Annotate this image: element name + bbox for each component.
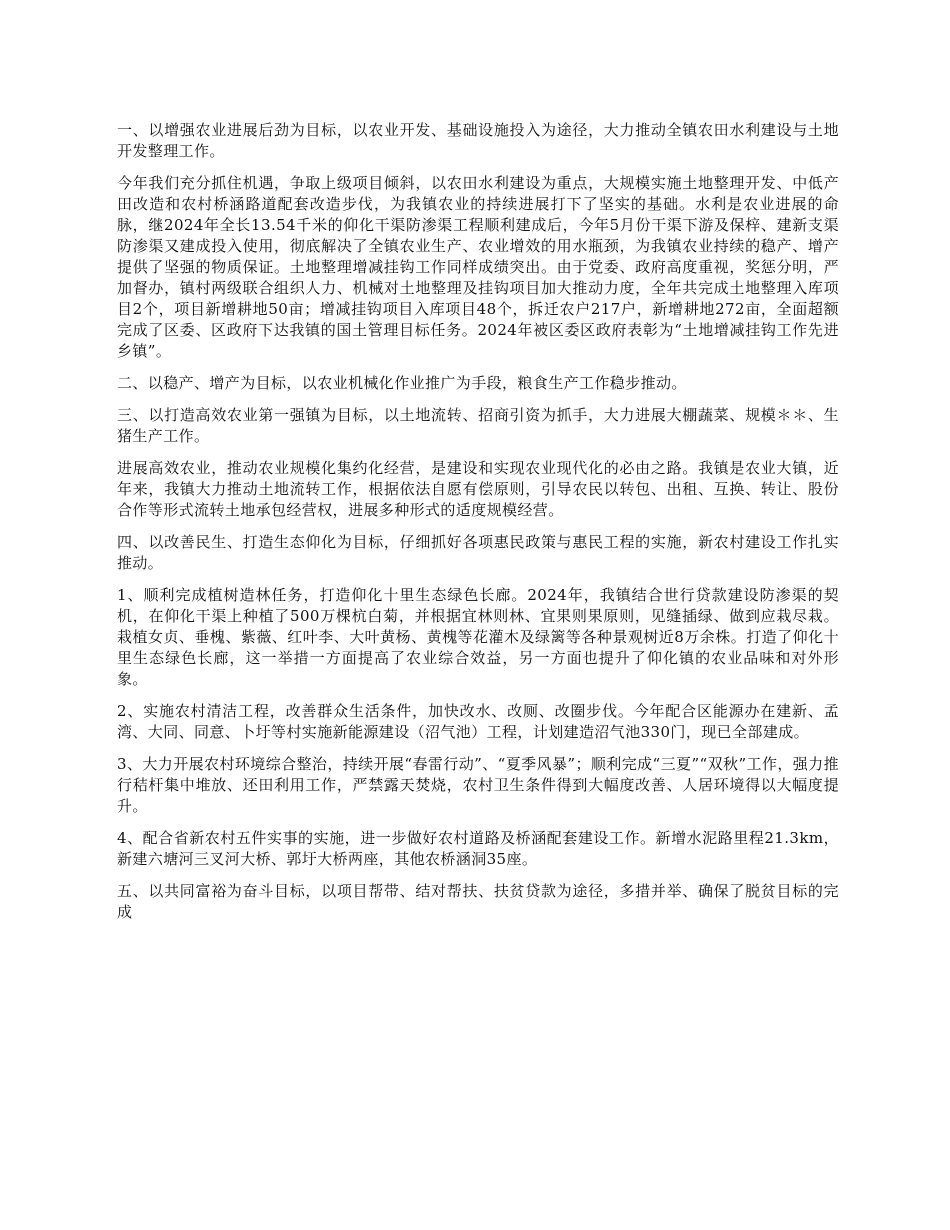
paragraph-item-1-afforestation: 1、顺利完成植树造林任务，打造仰化十里生态绿色长廊。2024年，我镇结合世行贷款建设防渗渠的契机，在仰化干渠上种植了500万棵杭白菊，并根据宜林则林、宜果则果原则，见缝插绿、做到应栽尽栽。栽植女贞、垂槐、紫薇、红叶李、大叶黄杨、黄槐等花灌木及绿篱等各种景观树近8万余株。打造了仰化十里生态绿色长廊，这一举措一方面提高了农业综合效益，另一方面也提升了仰化镇的农业品味和对外形象。 bbox=[117, 586, 839, 688]
paragraph-item-4-roads-bridges: 4、配合省新农村五件实事的实施，进一步做好农村道路及桥涵配套建设工作。新增水泥路里程21.3km，新建六塘河三叉河大桥、郭圩大桥两座，其他农桥涵洞35座。 bbox=[117, 829, 839, 868]
paragraph-section-four-heading: 四、以改善民生、打造生态仰化为目标，仔细抓好各项惠民政策与惠民工程的实施，新农村建设工作扎实推动。 bbox=[117, 533, 839, 572]
paragraph-item-2-clean-project: 2、实施农村清洁工程，改善群众生活条件，加快改水、改厕、改圈步伐。今年配合区能源办在建新、孟湾、大同、同意、卜圩等村实施新能源建设（沼气池）工程，计划建造沼气池330门，现已全部建成。 bbox=[117, 702, 839, 741]
paragraph-efficient-agriculture: 进展高效农业，推动农业规模化集约化经营，是建设和实现农业现代化的必由之路。我镇是农业大镇，近年来，我镇大力推动土地流转工作，根据依法自愿有偿原则，引导农民以转包、出租、互换、转让、股份合作等形式流转土地承包经营权，进展多种形式的适度规模经营。 bbox=[117, 459, 839, 519]
paragraph-item-3-environment: 3、大力开展农村环境综合整治，持续开展“春雷行动”、“夏季风暴”；顺利完成“三夏”“双秋”工作，强力推行秸杆集中堆放、还田利用工作，严禁露天焚烧，农村卫生条件得到大幅度改善、人居环境得以大幅度提升。 bbox=[117, 755, 839, 815]
paragraph-section-two-heading: 二、以稳产、增产为目标，以农业机械化作业推广为手段，粮食生产工作稳步推动。 bbox=[117, 374, 687, 392]
paragraph-section-one-heading: 一、以增强农业进展后劲为目标，以农业开发、基础设施投入为途径，大力推动全镇农田水利建设与土地开发整理工作。 bbox=[117, 121, 839, 160]
paragraph-section-three-heading: 三、以打造高效农业第一强镇为目标，以土地流转、招商引资为抓手，大力进展大棚蔬菜、规模＊＊、生猪生产工作。 bbox=[117, 406, 839, 445]
paragraph-section-five-heading: 五、以共同富裕为奋斗目标，以项目帮带、结对帮扶、扶贫贷款为途径，多措并举、确保了脱贫目标的完成 bbox=[117, 882, 839, 921]
document-body bbox=[117, 120, 839, 934]
paragraph-water-land-work: 今年我们充分抓住机遇，争取上级项目倾斜，以农田水利建设为重点，大规模实施土地整理开发、中低产田改造和农村桥涵路道配套改造步伐，为我镇农业的持续进展打下了坚实的基础。水利是农业进展的命脉，继2024年全长13.54千米的仰化干渠防渗渠工程顺利建成后，今年5月份干渠下游及保梓、建新支渠防渗渠又建成投入使用，彻底解决了全镇农业生产、农业增效的用水瓶颈，为我镇农业持续的稳产、增产提供了坚强的物质保证。土地整理增减挂钩工作同样成绩突出。由于党委、政府高度重视，奖惩分明，严加督办，镇村两级联合组织人力、机械对土地整理及挂钩项目加大推动力度，全年共完成土地整理入库项目2个，项目新增耕地50亩；增减挂钩项目入库项目48个，拆迁农户217户，新增耕地272亩，全面超额完成了区委、区政府下达我镇的国土管理目标任务。2024年被区委区政府表彰为“土地增减挂钩工作先进乡镇”。 bbox=[117, 174, 839, 360]
